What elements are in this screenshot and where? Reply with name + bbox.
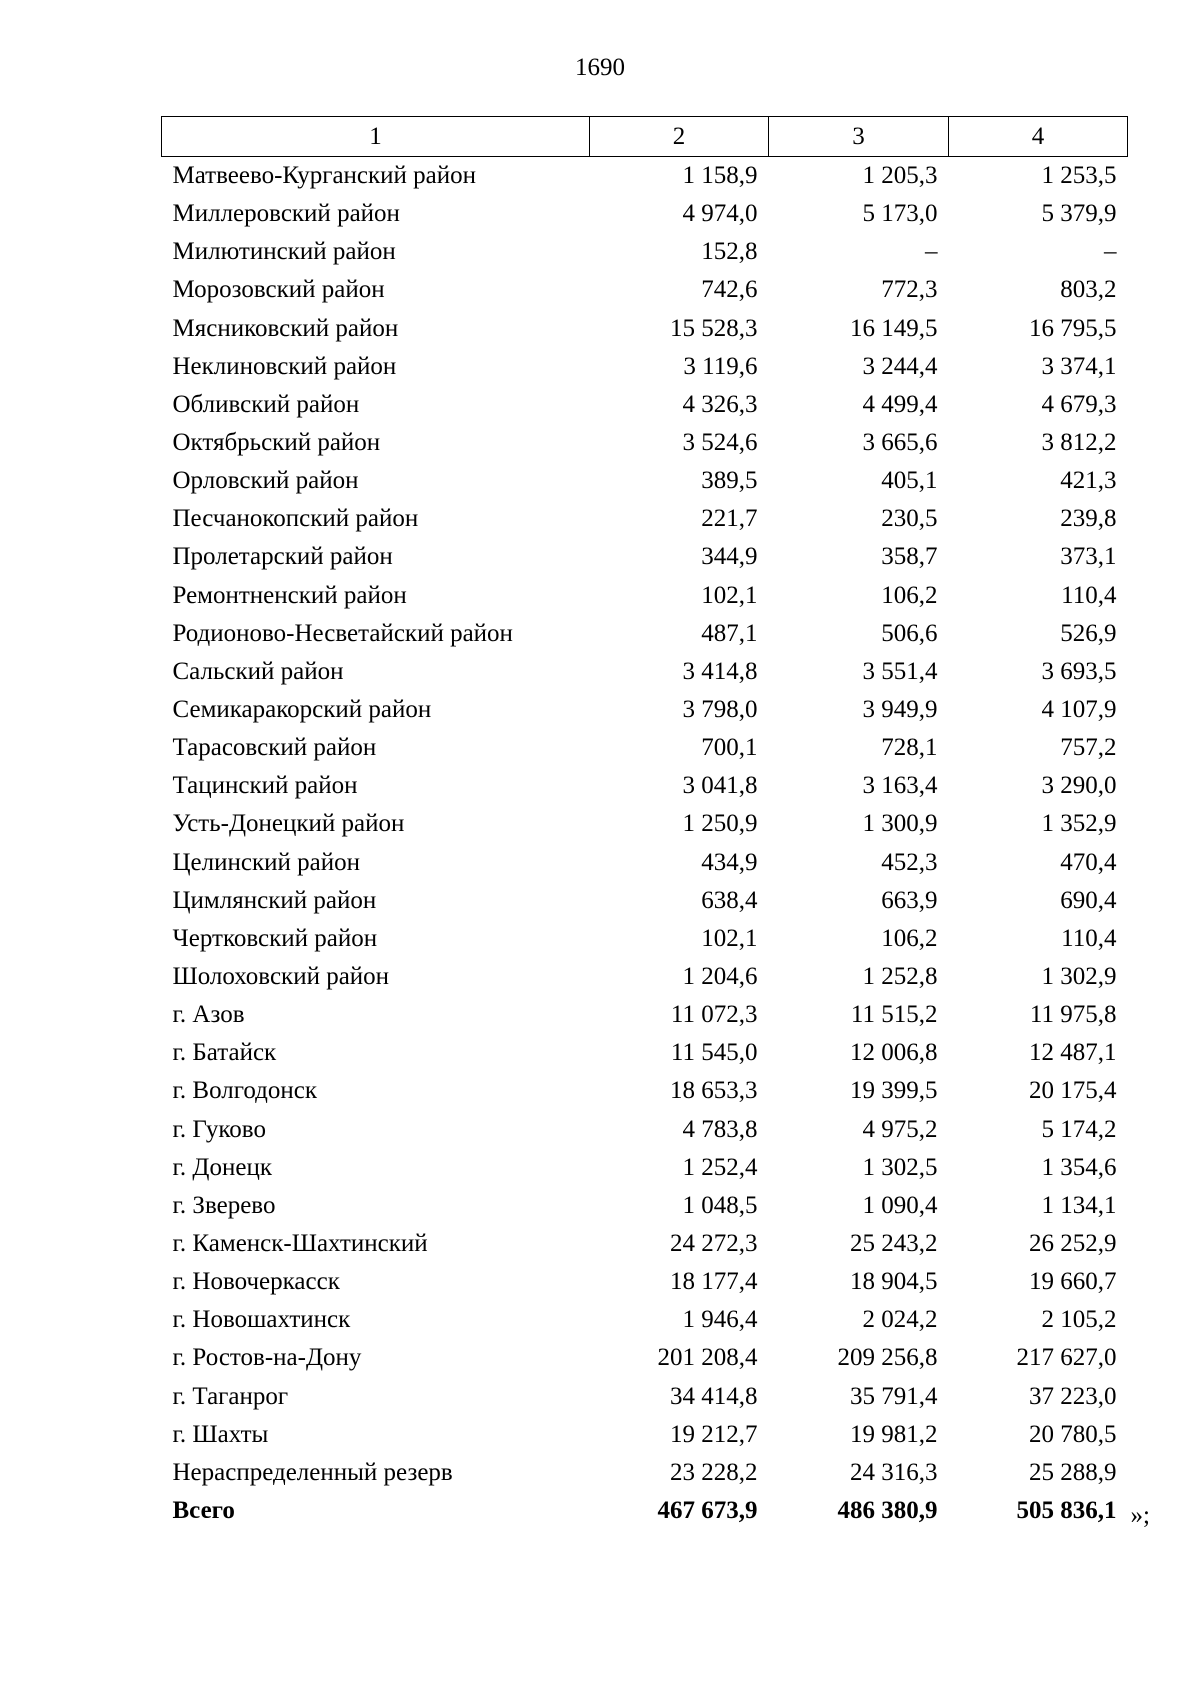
row-value-col-2: 1 252,4 (682, 1153, 758, 1181)
row-value-col-4: 3 693,5 (1041, 657, 1117, 685)
row-value-col-2: 3 414,8 (682, 657, 758, 685)
row-label: Целинский район (172, 848, 360, 876)
row-value-col-3: 3 244,4 (862, 352, 938, 380)
row-value-col-3: 3 163,4 (862, 772, 938, 800)
row-value-col-3: 19 981,2 (850, 1420, 938, 1448)
row-value-col-4: 20 780,5 (1029, 1420, 1117, 1448)
row-value-col-4: 19 660,7 (1029, 1268, 1117, 1296)
row-value-col-2: 201 208,4 (657, 1344, 758, 1372)
row-value-col-3: 2 024,2 (862, 1306, 938, 1334)
table-row (162, 1225, 1128, 1263)
row-value-col-2: 18 653,3 (670, 1077, 758, 1105)
table-row (162, 538, 1128, 576)
row-value-col-3: 452,3 (881, 848, 938, 876)
table-row (162, 805, 1128, 843)
total-value-wrap (1016, 1496, 1150, 1529)
row-value-col-3: 209 256,8 (837, 1344, 938, 1372)
row-value-col-3: 405,1 (881, 467, 938, 495)
table-row (162, 500, 1128, 538)
row-label: г. Гуково (172, 1115, 266, 1143)
page-number: 1690 (575, 54, 625, 81)
row-label: Обливский район (172, 390, 360, 418)
row-label: г. Зверево (172, 1191, 276, 1219)
row-value-col-3: 3 665,6 (862, 429, 938, 457)
row-value-col-2: 34 414,8 (670, 1382, 758, 1410)
row-value-col-3: 35 791,4 (850, 1382, 938, 1410)
row-label: Пролетарский район (172, 543, 393, 571)
row-value-col-4: 25 288,9 (1029, 1458, 1117, 1486)
row-value-col-4: 803,2 (1060, 276, 1117, 304)
row-value-col-2: 102,1 (701, 581, 758, 609)
row-label: г. Новошахтинск (172, 1306, 351, 1334)
row-label: Ремонтненский район (172, 581, 407, 609)
row-value-col-3: 18 904,5 (850, 1268, 938, 1296)
row-value-col-3: 106,2 (881, 581, 938, 609)
row-label: Цимлянский район (172, 886, 377, 914)
row-value-col-3: 506,6 (881, 619, 938, 647)
table-row (162, 1072, 1128, 1110)
table-row (162, 996, 1128, 1034)
row-label: г. Ростов-на-Дону (172, 1344, 362, 1372)
row-value-col-3: 106,2 (881, 924, 938, 952)
table-row (162, 462, 1128, 500)
row-value-col-3: 19 399,5 (850, 1077, 938, 1105)
row-value-col-2: 3 524,6 (682, 429, 758, 457)
row-value-col-2: 152,8 (701, 238, 758, 266)
row-label: Нераспределенный резерв (172, 1458, 453, 1486)
row-label: Родионово-Несветайский район (172, 619, 513, 647)
row-value-col-3: 4 975,2 (862, 1115, 938, 1143)
row-value-col-2: 23 228,2 (670, 1458, 758, 1486)
row-value-col-4: 12 487,1 (1029, 1039, 1117, 1067)
row-label: г. Азов (172, 1001, 245, 1029)
row-value-col-4: 110,4 (1061, 581, 1117, 609)
row-value-col-2: 102,1 (701, 924, 758, 952)
row-value-col-3: 16 149,5 (850, 314, 938, 342)
table-header (162, 117, 1128, 157)
table-row (162, 1187, 1128, 1225)
row-value-col-2: 1 250,9 (682, 810, 758, 838)
row-value-col-4: 1 253,5 (1041, 162, 1117, 190)
row-value-col-4: 526,9 (1060, 619, 1117, 647)
row-value-col-2: 11 072,3 (670, 1001, 758, 1029)
row-value-col-4: 757,2 (1060, 734, 1117, 762)
row-label: Неклиновский район (172, 352, 397, 380)
row-value-col-2: 15 528,3 (670, 314, 758, 342)
row-value-col-3: 663,9 (881, 886, 938, 914)
row-value-col-3: 1 300,9 (862, 810, 938, 838)
row-label: Морозовский район (172, 276, 385, 304)
row-value-col-2: 389,5 (701, 467, 758, 495)
row-value-col-4: 4 679,3 (1041, 390, 1117, 418)
table-row (162, 1263, 1128, 1301)
table-row (162, 310, 1128, 348)
header-col-3: 3 (769, 117, 949, 157)
row-value-col-4: 3 290,0 (1041, 772, 1117, 800)
table-row (162, 1339, 1128, 1377)
row-label: Тацинский район (172, 772, 358, 800)
table-row (162, 691, 1128, 729)
row-label: г. Батайск (172, 1039, 277, 1067)
row-value-col-4: 3 812,2 (1041, 429, 1117, 457)
table-row (162, 424, 1128, 462)
row-value-col-3: 5 173,0 (862, 200, 938, 228)
total-value-text: 505 836,1 (1016, 1496, 1117, 1524)
row-value-col-3: 11 515,2 (850, 1001, 938, 1029)
table-row (162, 767, 1128, 805)
row-value-col-3: 1 252,8 (862, 963, 938, 991)
table-row (162, 1301, 1128, 1339)
row-label: Шолоховский район (172, 963, 390, 991)
row-label: Октябрьский район (172, 429, 381, 457)
row-value-col-3: 230,5 (881, 505, 938, 533)
row-value-col-4: 37 223,0 (1029, 1382, 1117, 1410)
row-value-col-2: 4 783,8 (682, 1115, 758, 1143)
row-label: Матвеево-Курганский район (172, 162, 477, 190)
row-value-col-4: 5 379,9 (1041, 200, 1117, 228)
row-value-col-4: 110,4 (1061, 924, 1117, 952)
row-value-col-4: 1 134,1 (1041, 1191, 1117, 1219)
table-row (162, 577, 1128, 615)
row-value-col-2: 24 272,3 (670, 1230, 758, 1257)
table-row (162, 348, 1128, 386)
table-row (162, 958, 1128, 996)
row-value-col-3: 1 302,5 (862, 1153, 938, 1181)
table-row (162, 157, 1128, 196)
row-value-col-3: 728,1 (881, 734, 938, 762)
table-row (162, 1149, 1128, 1187)
row-value-col-4: 421,3 (1060, 467, 1117, 495)
table-row (162, 1034, 1128, 1072)
row-label: г. Донецк (172, 1153, 272, 1181)
row-label: Мясниковский район (172, 314, 399, 342)
table-row (162, 729, 1128, 767)
row-value-col-2: 434,9 (701, 848, 758, 876)
row-value-col-2: 19 212,7 (670, 1420, 758, 1448)
row-label: Сальский район (172, 657, 344, 685)
row-value-col-2: 3 119,6 (683, 352, 758, 380)
row-value-col-2: 221,7 (701, 505, 758, 533)
row-label: Семикаракорский район (172, 696, 432, 724)
table-row (162, 386, 1128, 424)
row-label: Милютинский район (172, 238, 396, 266)
row-label: Тарасовский район (172, 734, 377, 762)
total-value-col-4 (949, 1492, 1150, 1530)
total-row (162, 1492, 1128, 1530)
row-label: Усть-Донецкий район (172, 810, 405, 838)
row-label: г. Волгодонск (172, 1077, 318, 1105)
row-value-col-2: 4 326,3 (682, 390, 758, 418)
row-value-col-3: 1 205,3 (862, 162, 938, 190)
row-value-col-4: 217 627,0 (1016, 1344, 1117, 1372)
table-row (162, 1416, 1128, 1454)
row-value-col-4: 2 105,2 (1041, 1306, 1117, 1334)
row-label: г. Новочеркасск (172, 1268, 340, 1296)
row-value-col-4: 1 352,9 (1041, 810, 1117, 838)
row-value-col-4: 239,8 (1060, 505, 1117, 533)
row-label: г. Таганрог (172, 1382, 289, 1410)
row-label: Орловский район (172, 467, 359, 495)
row-label: Песчанокопский район (172, 505, 419, 533)
row-value-col-2: 11 545,0 (670, 1039, 758, 1067)
row-value-col-4: 16 795,5 (1029, 314, 1117, 342)
row-value-col-4: 3 374,1 (1041, 352, 1117, 380)
row-value-col-2: 3 041,8 (682, 772, 758, 800)
row-value-col-2: 700,1 (701, 734, 758, 762)
row-value-col-2: 344,9 (701, 543, 758, 571)
table-row (162, 271, 1128, 309)
row-value-col-2: 742,6 (701, 276, 758, 304)
row-value-col-3: 4 499,4 (862, 390, 938, 418)
row-value-col-4: 1 302,9 (1041, 963, 1117, 991)
total-label: Всего (172, 1496, 235, 1524)
row-label: Миллеровский район (172, 200, 400, 228)
header-col-2: 2 (590, 117, 769, 157)
table-body (162, 157, 1150, 1531)
row-value-col-2: 3 798,0 (682, 696, 758, 724)
budget-table (161, 116, 1150, 1530)
row-value-col-3: – (925, 238, 938, 266)
table-row (162, 1378, 1128, 1416)
row-label: Чертковский район (172, 924, 378, 952)
table-row (162, 653, 1128, 691)
row-value-col-2: 4 974,0 (682, 200, 758, 228)
row-value-col-4: 1 354,6 (1041, 1153, 1117, 1181)
header-row (162, 117, 1128, 157)
table-row (162, 1454, 1128, 1492)
row-label: г. Шахты (172, 1420, 269, 1448)
table-row (162, 844, 1128, 882)
row-value-col-4: 4 107,9 (1041, 696, 1117, 724)
row-value-col-2: 1 158,9 (682, 162, 758, 190)
row-value-col-3: 3 551,4 (862, 657, 938, 685)
row-value-col-2: 18 177,4 (670, 1268, 758, 1296)
row-value-col-4: 373,1 (1060, 543, 1117, 571)
row-value-col-2: 638,4 (701, 886, 758, 914)
row-value-col-4: 26 252,9 (1029, 1230, 1117, 1257)
row-value-col-4: 20 175,4 (1029, 1077, 1117, 1105)
row-value-col-4: 11 975,8 (1029, 1001, 1117, 1029)
row-value-col-3: 1 090,4 (862, 1191, 938, 1219)
header-col-4: 4 (949, 117, 1128, 157)
row-label: г. Каменск-Шахтинский (172, 1230, 428, 1257)
row-value-col-3: 25 243,2 (850, 1230, 938, 1257)
row-value-col-3: 772,3 (881, 276, 938, 304)
row-value-col-2: 1 048,5 (682, 1191, 758, 1219)
table-row (162, 882, 1128, 920)
table-row (162, 1111, 1128, 1149)
table-row (162, 233, 1128, 271)
row-value-col-3: 24 316,3 (850, 1458, 938, 1486)
row-value-col-4: – (1104, 238, 1117, 266)
total-value-col-2: 467 673,9 (657, 1496, 758, 1524)
row-value-col-2: 487,1 (701, 619, 758, 647)
table-row (162, 615, 1128, 653)
table-row (162, 920, 1128, 958)
row-value-col-4: 5 174,2 (1041, 1115, 1117, 1143)
row-value-col-3: 12 006,8 (850, 1039, 938, 1067)
closing-quote-suffix: »; (1130, 1501, 1150, 1529)
table-row (162, 195, 1128, 233)
budget-table-container (161, 116, 1150, 1530)
row-value-col-2: 1 946,4 (682, 1306, 758, 1334)
row-value-col-4: 470,4 (1060, 848, 1117, 876)
row-value-col-3: 3 949,9 (862, 696, 938, 724)
header-col-1: 1 (162, 117, 590, 157)
total-value-col-3: 486 380,9 (837, 1496, 938, 1524)
row-value-col-3: 358,7 (881, 543, 938, 571)
row-value-col-4: 690,4 (1060, 886, 1117, 914)
row-value-col-2: 1 204,6 (682, 963, 758, 991)
